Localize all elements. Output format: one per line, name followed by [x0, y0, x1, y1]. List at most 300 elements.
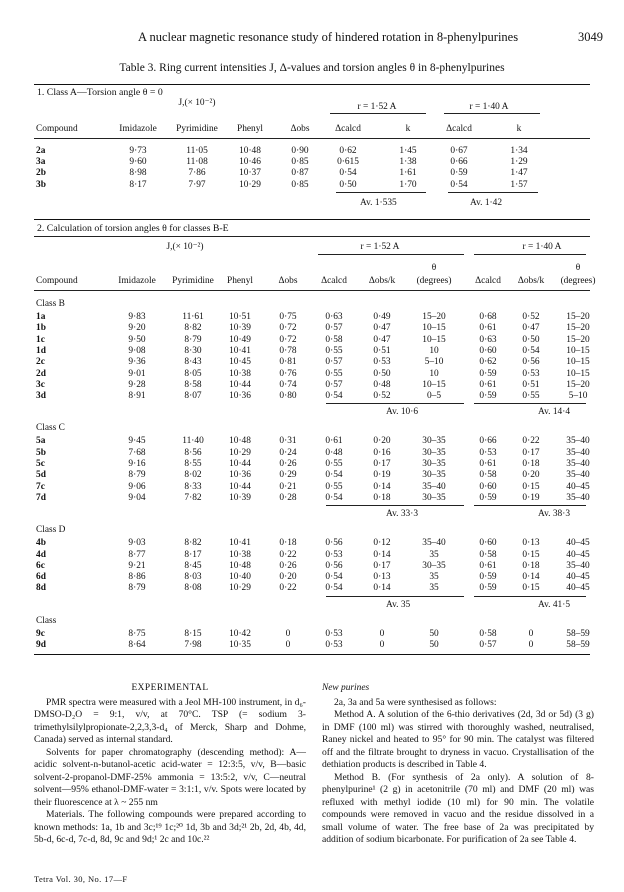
s2-compound: 1d	[36, 345, 46, 356]
s2-cell: 0·74	[279, 379, 297, 390]
s2-cell: 0·63	[325, 312, 343, 322]
s1-cell: 0·615	[337, 157, 359, 168]
s1-compound: 3b	[36, 179, 46, 190]
footer-volume-line: Tetra Vol. 30, No. 17—F	[34, 874, 128, 884]
s1-cell: 0·85	[291, 157, 309, 168]
s2-cell: 0	[285, 628, 291, 639]
s2-cell: 0·17	[373, 459, 391, 469]
s1-cell: 0·90	[291, 146, 309, 156]
s1-col-header: Δcalcd	[335, 124, 361, 134]
s2-cell: 0·72	[279, 323, 297, 334]
s1-cell: 0·85	[291, 179, 309, 190]
s2-compound: 5c	[36, 459, 45, 469]
s1-cell: 1·61	[399, 168, 417, 179]
s2-cell: 0·61	[325, 436, 343, 447]
s2-cell: 0·55	[325, 368, 343, 379]
s2-col-header: Δcalcd	[321, 276, 347, 286]
s2-cell: 0·47	[373, 323, 391, 334]
s2-cell: 8·30	[184, 345, 202, 356]
s1-cell: 10·46	[239, 157, 261, 168]
s1-cell: 0·62	[339, 146, 357, 156]
s2-cell: 0·26	[279, 560, 297, 571]
s2-cell: 9·06	[128, 481, 146, 492]
s2-cell: 10·38	[229, 549, 251, 560]
s2-cell: 0·13	[373, 572, 391, 583]
s2-cell: 7·68	[128, 447, 146, 458]
s2-cell: 0·21	[279, 481, 297, 492]
s2-cell: 8·79	[128, 583, 146, 594]
s2-cell: 0·53	[325, 628, 343, 639]
s1-title: 1. Class A—Torsion angle θ = 0	[37, 87, 163, 98]
s2-cell: 0	[285, 640, 291, 650]
s2-col-header: Compound	[36, 276, 78, 286]
s1-col-header: k	[516, 124, 522, 134]
s2-cell: 0·47	[373, 334, 391, 345]
s2-compound: 1a	[36, 312, 46, 322]
s2-cell: 0·58	[479, 470, 497, 481]
s2-col-header: Δcalcd	[475, 276, 501, 286]
s1-cell: 8·17	[129, 179, 147, 190]
s1-col-header: Phenyl	[236, 124, 264, 134]
s2-cell: 0·72	[279, 334, 297, 345]
s2-cell: 58–59	[566, 640, 590, 650]
s2-cell: 0·19	[373, 470, 391, 481]
s2-cell: 0–5	[426, 391, 442, 402]
s2-cell: 9·50	[128, 334, 146, 345]
s2-cell: 0·52	[373, 391, 391, 402]
s1-cell: 0·87	[291, 168, 309, 179]
s2-compound: 3c	[36, 379, 45, 390]
s2-cell: 35–40	[566, 447, 590, 458]
s2-cell: 30–35	[422, 470, 446, 481]
s2-cell: 35	[429, 583, 439, 594]
s2-cell: 0·16	[373, 447, 391, 458]
s2-cell: 9·01	[128, 368, 146, 379]
s2-compound: 3d	[36, 391, 46, 402]
new-purines-paragraph-1: 2a, 3a and 5a were synthesised as follows:	[334, 696, 497, 708]
s2-cell: 0·56	[325, 538, 343, 549]
s2-cell: 10–15	[422, 334, 446, 345]
s2-cell: 0·13	[522, 538, 540, 549]
s2-cell: 10·36	[229, 470, 251, 481]
new-purines-paragraph-3: Method B. (For synthesis of 2a only). A solution of 8-phenylpurine¹ (2 g) in acetonitrile (70 ml) and DMF (20 ml) was refluxed with methyl iodide (10 ml) for 90 min. The volatile compounds were removed in vacuo and the residue dissolved in a small volume of water. The free base of 2a was precipitated by addition of sodium bicarbonate. For purification of 2a see Table 4.	[322, 771, 594, 845]
s2-av2-rule	[474, 403, 586, 404]
s1-cell: 1·29	[510, 157, 528, 168]
s2-compound: 9c	[36, 628, 45, 639]
s2-compound: 2d	[36, 368, 46, 379]
s2-cell: 9·03	[128, 538, 146, 549]
s2-cell: 0·24	[279, 447, 297, 458]
experimental-column	[34, 682, 306, 847]
s2-cell: 0·29	[279, 470, 297, 481]
s2-cell: 35–40	[566, 470, 590, 481]
s1-header-rule	[34, 138, 590, 139]
s2-cell: 0·54	[325, 470, 343, 481]
s2-cell: 8·08	[184, 583, 202, 594]
s2-cell: 10·44	[229, 379, 251, 390]
s2-cell: 10·40	[229, 572, 251, 583]
s2-cell: 11·40	[182, 436, 204, 447]
s2-compound: 6d	[36, 572, 46, 583]
s2-cell: 8·75	[128, 628, 146, 639]
s1-r152-rule	[330, 113, 426, 114]
s2-cell: 0·18	[522, 459, 540, 469]
s2-cell: 0·31	[279, 436, 297, 447]
s2-cell: 10·44	[229, 459, 251, 469]
s1-r140-label: r = 1·40 A	[469, 102, 509, 112]
s2-cell: 0·55	[325, 345, 343, 356]
s2-cell: 15–20	[566, 312, 590, 322]
s1-col-header: Compound	[36, 124, 78, 134]
s2-cell: 8·77	[128, 549, 146, 560]
s2-cell: 15–20	[566, 323, 590, 334]
experimental-heading: EXPERIMENTAL	[131, 683, 209, 693]
s2-cell: 0·76	[279, 368, 297, 379]
experimental-paragraph-1: PMR spectra were measured with a Jeol MH-100 instrument, in d₆-DMSO-D₂O = 9:1, v/v, at 70°C. TSP (= sodium 3-trimethylsilylpropionate-2,2,3,3-d₄ of Merck, Sharp and Dohme, Canada) served as internal standard.	[34, 696, 306, 745]
s2-cell: 10–15	[566, 345, 590, 356]
s2-compound: 8d	[36, 583, 46, 594]
s2-cell: 8·15	[184, 628, 202, 639]
s2-cell: 35–40	[566, 436, 590, 447]
s2-r140-rule	[474, 254, 586, 255]
s2-r140-label: r = 1·40 A	[522, 242, 562, 252]
s2-cell: 0·18	[373, 492, 391, 503]
s2-cell: 8·79	[128, 470, 146, 481]
experimental-paragraph-2: Solvents for paper chromatography (descending method): A—acidic solvent-n-butanol-acetic acid-water = 12:3:5, v/v, B—basic solvent-2-propanol-DMF-25% ammonia = 13:5:2, v/v, C—neutral solvent—95% ethanol-DMF-water = 3:1:1, v/v. Spots were located by their fluorescence at λ ~ 255 nm	[34, 746, 306, 808]
s2-cell: 0·15	[522, 583, 540, 594]
s2-cell: 40–45	[566, 549, 590, 560]
s2-bottom-rule	[34, 654, 590, 655]
s2-col-header: Pyrimidine	[172, 276, 214, 286]
s2-cell: 0·58	[479, 549, 497, 560]
s2-cell: 0·28	[279, 492, 297, 503]
s2-cell: 50	[429, 628, 439, 639]
s2-cell: 10·48	[229, 560, 251, 571]
s2-cell: 0·55	[325, 459, 343, 469]
s2-cell: 8·03	[184, 572, 202, 583]
s2-theta-label-140: θ	[575, 263, 581, 273]
s2-cell: 8·05	[184, 368, 202, 379]
s1-cell: 1·70	[399, 179, 417, 190]
s2-average-140: Av. 38·3	[538, 509, 571, 520]
s2-cell: 0·48	[325, 447, 343, 458]
table-caption: Table 3. Ring current intensities J, Δ-values and torsion angles θ in 8-phenylpurines	[119, 62, 505, 74]
s1-cell: 9·60	[129, 157, 147, 168]
s2-cell: 9·04	[128, 492, 146, 503]
s2-av2-rule	[474, 596, 586, 597]
s2-cell: 35–40	[566, 492, 590, 503]
s2-cell: 0	[379, 628, 385, 639]
s2-cell: 0·22	[279, 549, 297, 560]
s2-cell: 0·15	[522, 549, 540, 560]
s2-compound: 5d	[36, 470, 46, 481]
s1-r140-rule	[444, 113, 540, 114]
s2-cell: 10–15	[566, 368, 590, 379]
s2-compound: 7c	[36, 481, 45, 492]
s2-cell: 0·14	[373, 583, 391, 594]
s1-cell: 10·48	[239, 146, 261, 156]
s2-cell: 0·48	[373, 379, 391, 390]
s2-cell: 10·41	[229, 345, 251, 356]
s2-col-header: Δobs/k	[368, 276, 396, 286]
s1-cell: 11·05	[186, 146, 208, 156]
s2-cell: 40–45	[566, 538, 590, 549]
s2-cell: 9·16	[128, 459, 146, 469]
s2-cell: 10·42	[229, 628, 251, 639]
s2-cell: 0·75	[279, 312, 297, 322]
s1-cell: 1·38	[399, 157, 417, 168]
s2-cell: 10–15	[422, 379, 446, 390]
s2-cell: 0	[379, 640, 385, 650]
s2-compound: 1c	[36, 334, 45, 345]
s2-cell: 8·86	[128, 572, 146, 583]
s1-cell: 1·47	[510, 168, 528, 179]
s2-cell: 0·55	[522, 391, 540, 402]
s2-cell: 0·53	[325, 549, 343, 560]
s1-cell: 0·54	[450, 179, 468, 190]
s2-cell: 0·58	[479, 628, 497, 639]
s2-cell: 10·44	[229, 481, 251, 492]
s2-cell: 8·45	[184, 560, 202, 571]
s2-col-header: (degrees)	[560, 276, 596, 286]
s2-cell: 8·07	[184, 391, 202, 402]
s2-r152-rule	[318, 254, 464, 255]
s2-compound: 7d	[36, 492, 46, 503]
s2-cell: 10–15	[422, 323, 446, 334]
s2-cell: 0·14	[373, 481, 391, 492]
s2-col-header: Imidazole	[118, 276, 156, 286]
s2-cell: 9·20	[128, 323, 146, 334]
s2-cell: 10·41	[229, 538, 251, 549]
s1-col-header: k	[405, 124, 411, 134]
s2-cell: 0·47	[522, 323, 540, 334]
s1-average-152: Av. 1·535	[360, 198, 397, 208]
s2-cell: 35	[429, 572, 439, 583]
s2-cell: 0·15	[522, 481, 540, 492]
s1-av1-rule	[336, 192, 426, 193]
s2-cell: 35–40	[422, 538, 446, 549]
s2-cell: 0·57	[325, 379, 343, 390]
s1-r152-label: r = 1·52 A	[357, 102, 397, 112]
s2-cell: 0·20	[522, 470, 540, 481]
s2-cell: 30–35	[422, 492, 446, 503]
s2-cell: 30–35	[422, 560, 446, 571]
s2-cell: 0·54	[325, 492, 343, 503]
s2-title-rule	[34, 236, 590, 237]
s2-cell: 9·21	[128, 560, 146, 571]
s2-col-header: Phenyl	[226, 276, 254, 286]
s2-cell: 8·55	[184, 459, 202, 469]
s2-cell: 15–20	[422, 312, 446, 322]
s2-compound: 9d	[36, 640, 46, 650]
s2-cell: 30–35	[422, 436, 446, 447]
s2-cell: 0·54	[325, 583, 343, 594]
s2-av2-rule	[474, 505, 586, 506]
s2-cell: 0·26	[279, 459, 297, 469]
s2-compound: 5b	[36, 447, 46, 458]
s2-cell: 0·14	[522, 572, 540, 583]
s2-col-header: Δobs	[278, 276, 298, 286]
page-number: 3049	[578, 30, 603, 44]
s1-cell: 8·98	[129, 168, 147, 179]
s2-cell: 9·36	[128, 357, 146, 368]
s2-cell: 0·54	[325, 572, 343, 583]
s2-cell: 0·62	[479, 357, 497, 368]
s2-cell: 0·61	[479, 379, 497, 390]
s2-cell: 0·53	[373, 357, 391, 368]
s2-cell: 30–35	[422, 459, 446, 469]
s2-cell: 0·18	[279, 538, 297, 549]
s2-cell: 40–45	[566, 583, 590, 594]
s2-cell: 8·82	[184, 538, 202, 549]
s2-cell: 35–40	[566, 560, 590, 571]
s2-cell: 50	[429, 640, 439, 650]
s2-cell: 0·68	[479, 312, 497, 322]
s2-j-group-label: J,(× 10⁻²)	[166, 242, 204, 252]
s2-cell: 0·17	[522, 447, 540, 458]
s2-cell: 10–15	[566, 357, 590, 368]
s2-cell: 9·08	[128, 345, 146, 356]
s2-cell: 0	[528, 640, 534, 650]
s2-cell: 0·12	[373, 538, 391, 549]
s1-cell: 0·66	[450, 157, 468, 168]
s2-cell: 0·53	[325, 640, 343, 650]
s2-cell: 0·50	[373, 368, 391, 379]
s2-cell: 10	[429, 345, 439, 356]
s2-compound: 5a	[36, 436, 46, 447]
s2-average-152: Av. 10·6	[386, 407, 419, 418]
new-purines-column	[322, 682, 594, 847]
s2-class-label: Class C	[36, 423, 65, 434]
s2-cell: 0·60	[479, 345, 497, 356]
s2-cell: 0·59	[479, 583, 497, 594]
s1-cell: 1·57	[510, 179, 528, 190]
s2-cell: 0	[528, 628, 534, 639]
s2-cell: 0·61	[479, 560, 497, 571]
s2-cell: 11·61	[182, 312, 204, 322]
s2-cell: 0·53	[479, 447, 497, 458]
s2-cell: 0·56	[522, 357, 540, 368]
s2-cell: 0·61	[479, 323, 497, 334]
s2-cell: 0·52	[522, 312, 540, 322]
s2-cell: 0·57	[325, 323, 343, 334]
s2-col-header: (degrees)	[416, 276, 452, 286]
s2-cell: 9·28	[128, 379, 146, 390]
s1-top-rule	[34, 84, 590, 85]
s2-cell: 5–10	[568, 391, 588, 402]
s2-cell: 0·61	[479, 459, 497, 469]
s2-cell: 10·29	[229, 447, 251, 458]
s1-compound: 2a	[36, 146, 46, 156]
s2-cell: 0·56	[325, 560, 343, 571]
s2-cell: 10·29	[229, 583, 251, 594]
s2-cell: 0·22	[522, 436, 540, 447]
s2-cell: 8·91	[128, 391, 146, 402]
s2-cell: 0·49	[373, 312, 391, 322]
s2-cell: 15–20	[566, 379, 590, 390]
s2-cell: 0·17	[373, 560, 391, 571]
s2-cell: 10	[429, 368, 439, 379]
s2-cell: 0·80	[279, 391, 297, 402]
s2-average-152: Av. 33·3	[386, 509, 419, 520]
s2-cell: 5–10	[424, 357, 444, 368]
s1-cell: 10·37	[239, 168, 261, 179]
s2-cell: 8·82	[184, 323, 202, 334]
s2-cell: 30–35	[422, 447, 446, 458]
s2-cell: 8·56	[184, 447, 202, 458]
s2-cell: 0·14	[373, 549, 391, 560]
s2-class-label: Class D	[36, 525, 66, 536]
s2-av1-rule	[326, 505, 464, 506]
s2-class-label: Class	[36, 615, 57, 626]
s2-cell: 0·57	[479, 640, 497, 650]
s2-compound: 6c	[36, 560, 45, 571]
s2-col-header: Δobs/k	[517, 276, 545, 286]
s2-top-rule	[34, 219, 590, 220]
s2-cell: 0·53	[522, 368, 540, 379]
s2-cell: 8·64	[128, 640, 146, 650]
s2-cell: 0·55	[325, 481, 343, 492]
s2-average-140: Av. 14·4	[538, 407, 571, 418]
s1-cell: 0·67	[450, 146, 468, 156]
s2-cell: 0·51	[373, 345, 391, 356]
s2-average-140: Av. 41·5	[538, 599, 571, 610]
s2-cell: 35–40	[422, 481, 446, 492]
s2-cell: 0·59	[479, 368, 497, 379]
s2-compound: 1b	[36, 323, 46, 334]
s2-av1-rule	[326, 596, 464, 597]
s2-cell: 0·60	[479, 538, 497, 549]
s2-cell: 10·49	[229, 334, 251, 345]
s2-cell: 8·79	[184, 334, 202, 345]
s1-cell: 7·86	[188, 168, 206, 179]
s2-cell: 0·19	[522, 492, 540, 503]
s2-cell: 0·22	[279, 583, 297, 594]
running-title: A nuclear magnetic resonance study of hindered rotation in 8-phenylpurines	[138, 30, 519, 44]
s2-cell: 0·54	[325, 391, 343, 402]
s2-cell: 8·58	[184, 379, 202, 390]
s2-cell: 10·39	[229, 323, 251, 334]
s2-r152-label: r = 1·52 A	[360, 242, 400, 252]
s2-cell: 0·60	[479, 481, 497, 492]
s1-cell: 9·73	[129, 146, 147, 156]
s1-cell: 11·08	[186, 157, 208, 168]
s2-cell: 7·82	[184, 492, 202, 503]
s2-av1-rule	[326, 403, 464, 404]
s1-cell: 10·29	[239, 179, 261, 190]
s1-compound: 2b	[36, 168, 46, 179]
s2-cell: 8·17	[184, 549, 202, 560]
s2-header-rule	[34, 290, 590, 291]
s2-cell: 0·81	[279, 357, 297, 368]
s2-theta-label-152: θ	[431, 263, 437, 273]
s2-cell: 0·59	[479, 391, 497, 402]
s2-cell: 10·38	[229, 368, 251, 379]
s2-cell: 0·54	[522, 345, 540, 356]
s2-compound: 4b	[36, 538, 46, 549]
s1-j-group-label: J,(× 10⁻²)	[178, 98, 216, 108]
s2-cell: 40–45	[566, 481, 590, 492]
s2-cell: 0·57	[325, 357, 343, 368]
s2-cell: 10·51	[229, 312, 251, 322]
s1-cell: 1·34	[510, 146, 528, 156]
s2-cell: 0·20	[279, 572, 297, 583]
s1-cell: 0·50	[339, 179, 357, 190]
s2-cell: 8·33	[184, 481, 202, 492]
s2-cell: 0·63	[479, 334, 497, 345]
s2-cell: 9·83	[128, 312, 146, 322]
s2-cell: 0·51	[522, 379, 540, 390]
